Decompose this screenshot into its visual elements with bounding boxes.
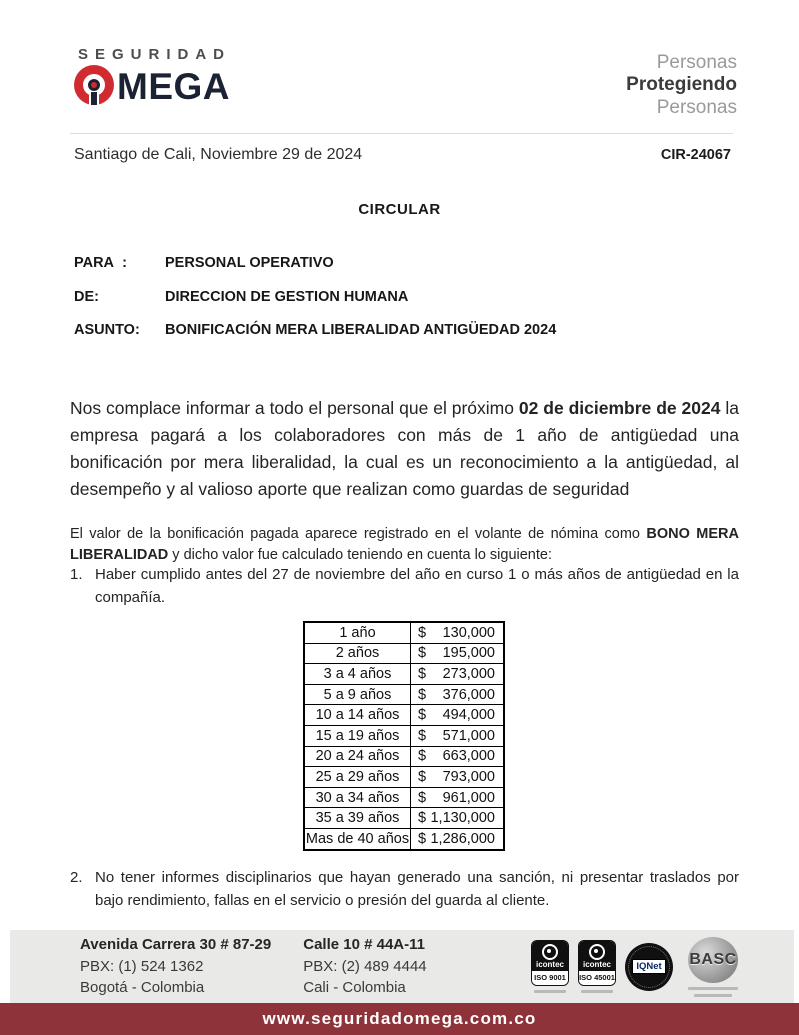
address-cali-pbx: PBX: (2) 489 4444 [303,957,427,975]
date-place-line: Santiago de Cali, Noviembre 29 de 2024 [74,146,363,163]
amount-cell [411,746,505,767]
field-para [74,254,731,274]
paragraph2-pre: El valor de la bonificación pagada aparece registrado en el volante de nómina como [70,525,647,542]
field-para-value: PERSONAL OPERATIVO [165,255,334,271]
document-header [74,46,737,119]
amount-value: 793,000 [442,768,495,785]
seniority-range-cell: 5 a 9 años [304,684,411,705]
amount-value: 663,000 [442,748,495,765]
condition-item-2 [70,867,739,912]
certificate-number-microtext [534,990,565,993]
field-de-label: DE: [74,288,99,305]
company-tagline [626,52,737,119]
address-cali-street: Calle 10 # 44A-11 [303,935,425,953]
logo-word-seguridad: SEGURIDAD [78,46,232,63]
table-row [304,705,504,726]
currency-symbol: $ [418,789,427,806]
amount-value: 273,000 [442,665,495,682]
date-row [74,146,731,164]
currency-symbol: $ [418,686,427,703]
address-cali-city: Cali - Colombia [303,979,406,997]
iso9001-label: ISO 9001 [532,971,568,985]
item1-text: Haber cumplido antes del 27 de noviembre del año en curso 1 o más años de antigüedad en la compañía. [95,566,739,606]
seniority-range-cell: 3 a 4 años [304,664,411,685]
circular-number: CIR-24067 [660,147,731,163]
address-bogota-pbx: PBX: (1) 524 1362 [80,957,204,975]
paragraph-bonus-detail [70,524,739,568]
amount-value: 130,000 [442,624,495,641]
paragraph2-bold-bono: BONO MERA LIBERALIDAD [70,525,739,564]
address-cali [303,934,426,999]
tagline-line1: Personas [656,52,737,73]
certification-logos [531,937,744,997]
bonus-table-container [303,621,505,851]
address-bogota-city: Bogotá - Colombia [80,979,205,997]
certificate-number-microtext [581,990,612,993]
icontec-iso45001-badge [578,940,616,993]
footer-info-band [10,930,794,1003]
table-row [304,725,504,746]
currency-symbol: $ [418,665,427,682]
amount-value: 961,000 [442,789,495,806]
condition-item-1 [70,564,739,609]
icontec-brand-label: icontec [535,960,564,970]
footer-website-band [0,1003,799,1035]
currency-symbol: $ [418,624,427,641]
basc-certificate-microtext [688,987,739,990]
amount-cell [411,705,505,726]
bonus-table-body [304,622,504,850]
amount-cell [411,828,505,849]
item1-number: 1. [70,566,83,583]
amount-value: 376,000 [442,686,495,703]
currency-symbol: $ [418,707,427,724]
seniority-range-cell: 35 a 39 años [304,808,411,829]
icontec-spiral-icon [589,944,605,960]
currency-symbol: $ [418,768,427,785]
paragraph1-post: la empresa pagará a los colaboradores con más de 1 año de antigüedad una bonificación por mera liberalidad, la cual es un reconocimiento a la antigüedad, al desempeño y al valioso aporte que realizan como guardas de seguridad [70,397,739,500]
paragraph2-post: y dicho valor fue calculado teniendo en cuenta lo siguiente: [168,547,552,564]
amount-cell [411,787,505,808]
memo-fields [74,254,731,355]
website-link[interactable]: www.seguridadomega.com.co [262,1009,537,1028]
field-para-label: PARA : [74,255,127,271]
seniority-range-cell: Mas de 40 años [304,828,411,849]
basc-globe-icon [688,937,738,983]
amount-value: 195,000 [442,645,495,662]
seniority-range-cell: 25 a 29 años [304,767,411,788]
seniority-range-cell: 2 años [304,643,411,664]
amount-cell [411,767,505,788]
tagline-line2: Protegiendo [626,74,737,96]
table-row [304,622,504,643]
bonus-amount-table [303,621,505,851]
icontec-iso9001-badge [531,940,569,993]
amount-value: 1,286,000 [430,830,495,847]
paragraph-announcement [70,395,739,504]
basc-certificate-microtext [694,994,731,997]
amount-cell [411,725,505,746]
item2-number: 2. [70,869,83,886]
currency-symbol: $ [418,727,427,744]
table-row [304,684,504,705]
currency-symbol: $ [418,748,427,765]
amount-cell [411,808,505,829]
basc-label: BASC [689,950,737,968]
currency-symbol: $ [418,830,427,847]
field-asunto [74,321,731,341]
amount-cell [411,622,505,643]
field-de [74,288,731,308]
document-title: CIRCULAR [358,201,441,218]
amount-cell [411,684,505,705]
amount-cell [411,643,505,664]
iqnet-seal [625,943,673,991]
table-row [304,746,504,767]
seniority-range-cell: 30 a 34 años [304,787,411,808]
field-asunto-label: ASUNTO: [74,322,140,339]
icontec-spiral-icon [542,944,558,960]
basc-seal [682,937,744,997]
logo-word-mega: MEGA [117,65,230,107]
item2-text: No tener informes disciplinarios que hayan generado una sanción, ni presentar traslados por bajo rendimiento, fallas en el servicio o presión del guarda al cliente. [95,869,739,909]
tagline-line3: Personas [656,96,737,118]
address-bogota [80,934,271,999]
table-row [304,808,504,829]
table-row [304,664,504,685]
icontec-brand-label: icontec [582,960,611,970]
table-row [304,767,504,788]
amount-value: 571,000 [442,727,495,744]
table-row [304,643,504,664]
iso45001-label: ISO 45001 [579,971,615,985]
iqnet-label: IQNet [632,959,665,974]
currency-symbol: $ [418,645,427,662]
table-row [304,787,504,808]
paragraph1-pre: Nos complace informar a todo el personal que el próximo [70,397,519,418]
seniority-range-cell: 15 a 19 años [304,725,411,746]
address-bogota-street: Avenida Carrera 30 # 87-29 [80,935,272,953]
seniority-range-cell: 20 a 24 años [304,746,411,767]
table-row [304,828,504,849]
field-de-value: DIRECCION DE GESTION HUMANA [165,288,409,305]
amount-value: 494,000 [442,707,495,724]
currency-symbol: $ [418,810,427,827]
amount-value: 1,130,000 [430,810,495,827]
paragraph1-bold-date: 02 de diciembre de 2024 [518,397,721,418]
header-divider [70,133,733,134]
field-asunto-value: BONIFICACIÓN MERA LIBERALIDAD ANTIGÜEDAD 2024 [165,322,557,339]
seniority-range-cell: 1 año [304,622,411,643]
company-logo [74,46,231,107]
omega-logo-icon [74,65,114,107]
seniority-range-cell: 10 a 14 años [304,705,411,726]
amount-cell [411,664,505,685]
